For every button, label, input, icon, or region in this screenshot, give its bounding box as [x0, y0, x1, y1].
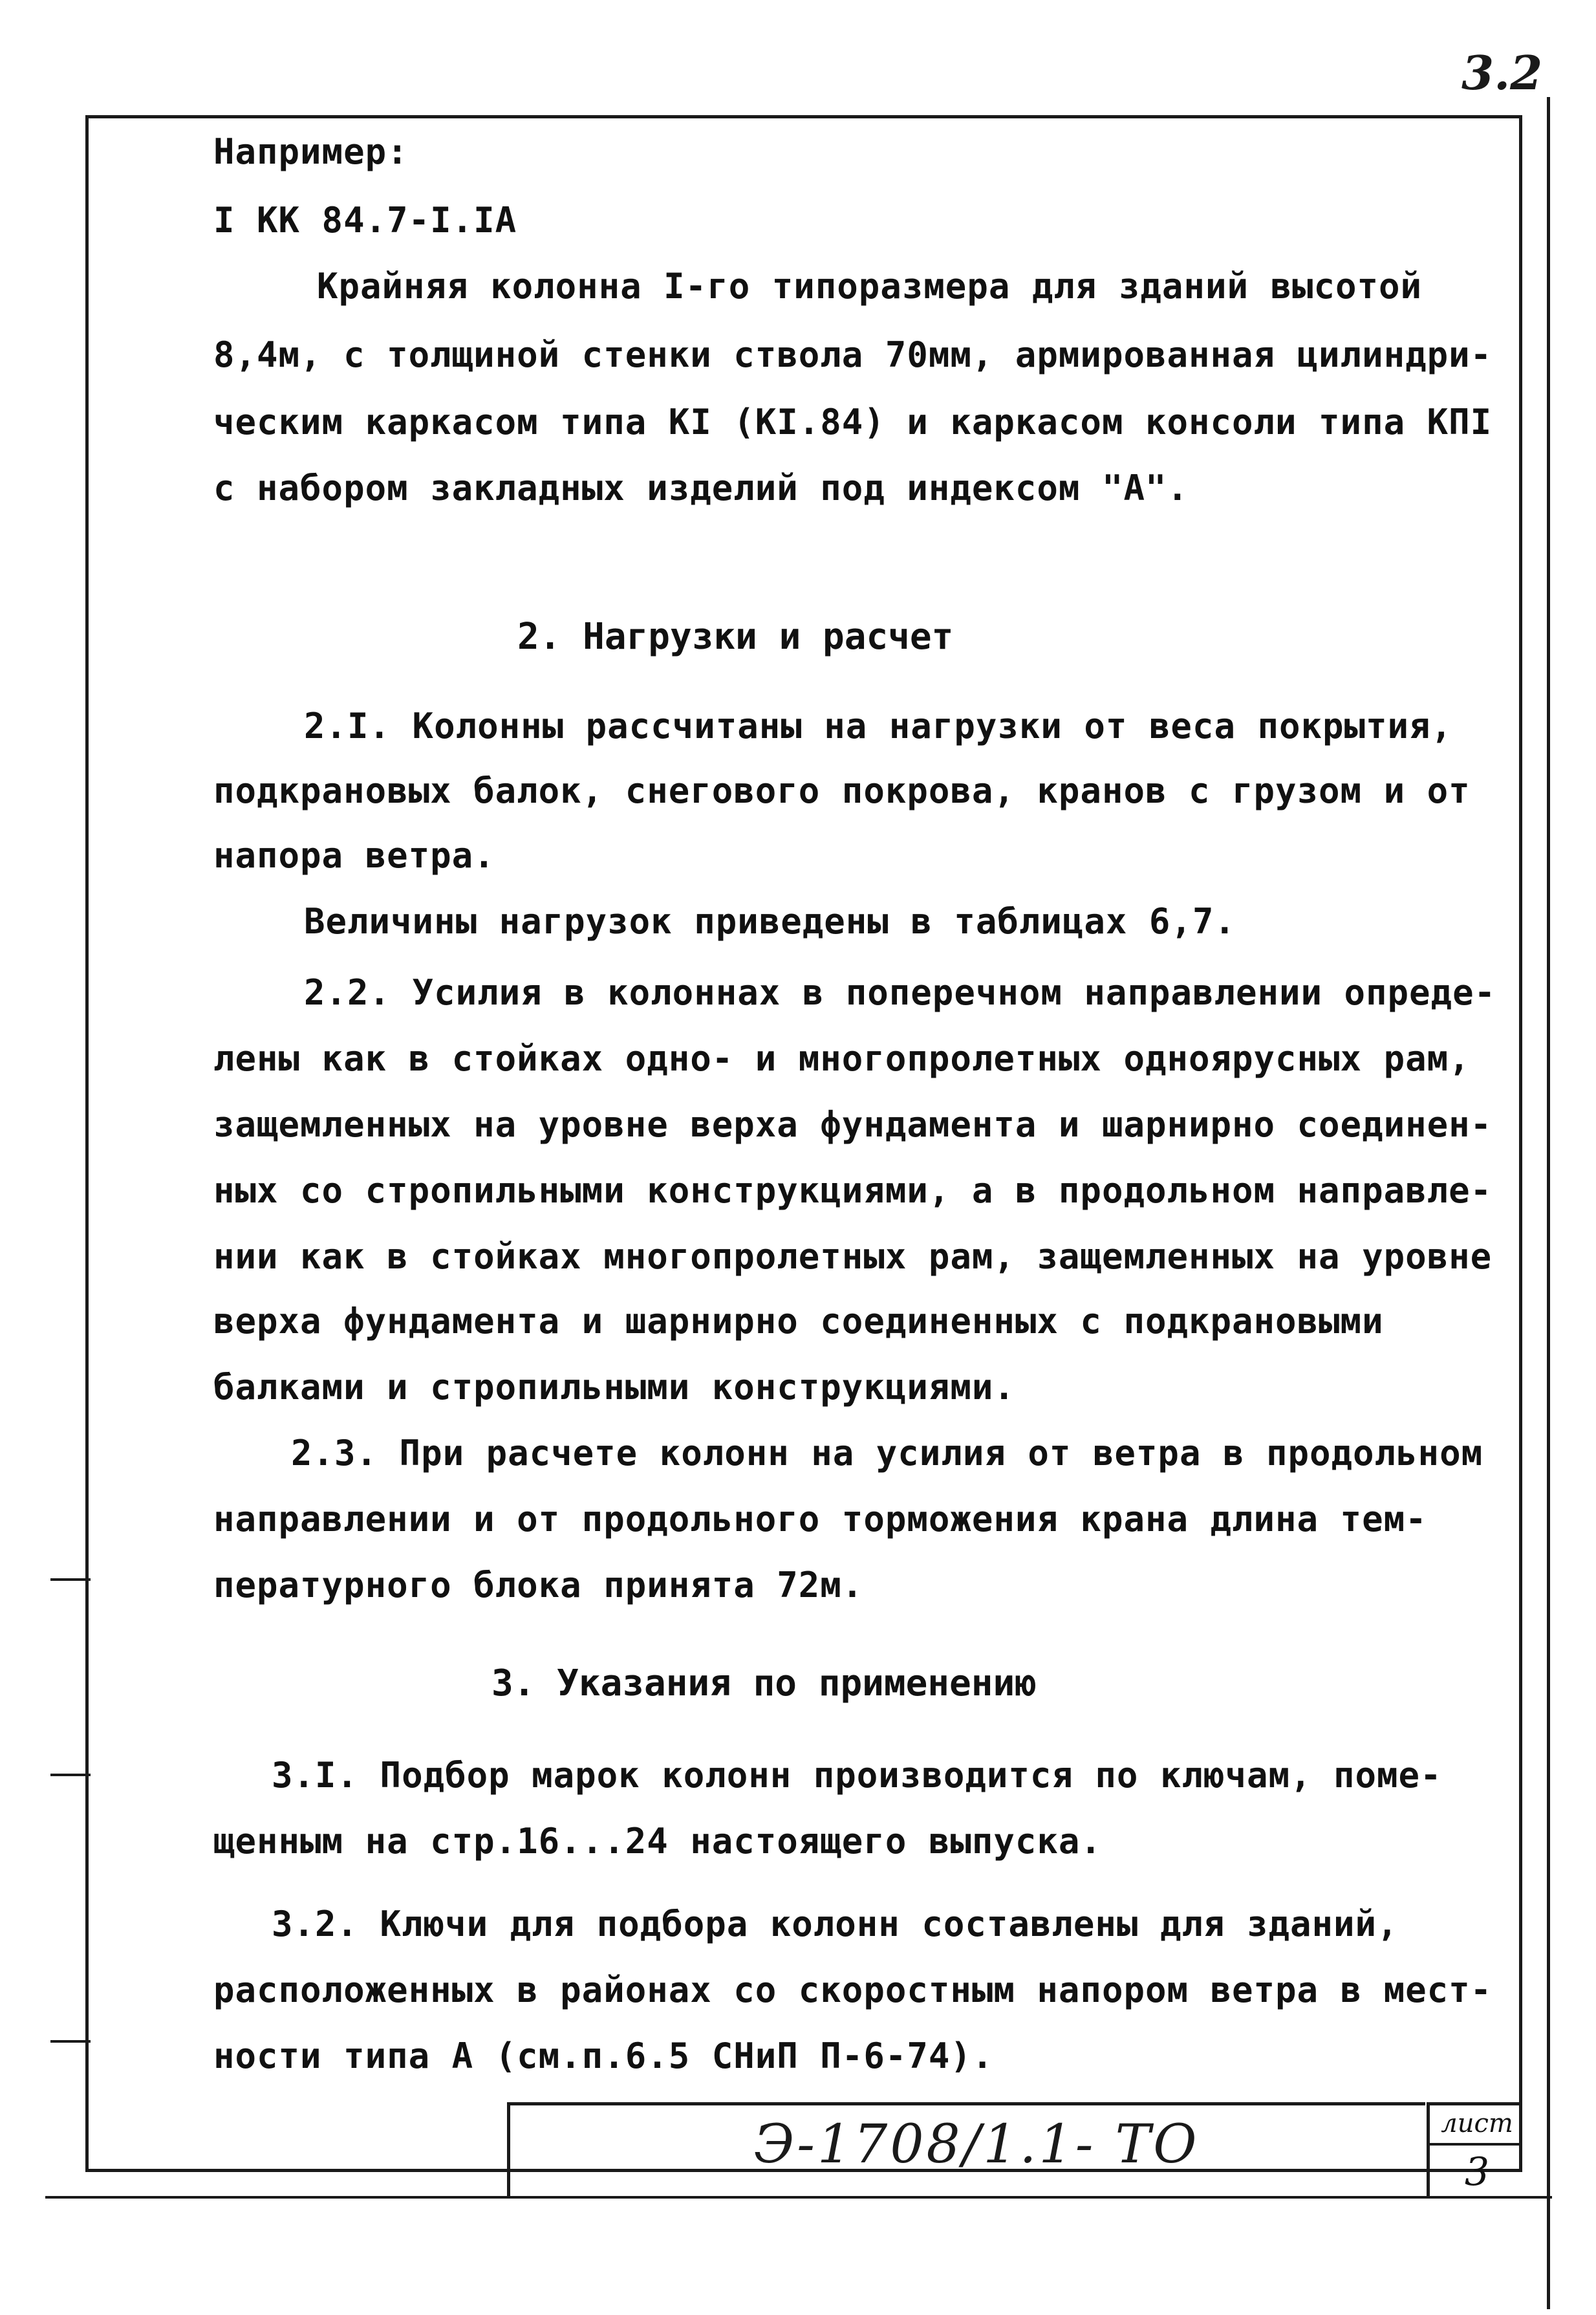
frame-right-rule — [1547, 97, 1550, 2309]
example-desc-line: ческим каркасом типа КI (КI.84) и каркасом консоли типа КПI — [213, 402, 1493, 442]
sheet-divider — [1430, 2143, 1522, 2146]
paragraph-line: расположенных в районах со скоростным напором ветра в мест- — [213, 1970, 1493, 2010]
paragraph-line: балками и стропильными конструкциями. — [213, 1367, 1015, 1407]
section-3-heading: 3. Указания по применению — [491, 1662, 1037, 1704]
document-code: Э-1708/1.1- ТО — [753, 2113, 1200, 2175]
paragraph-line: Величины нагрузок приведены в таблицах 6,7. — [304, 901, 1236, 942]
binding-tick — [50, 1578, 91, 1581]
paragraph-line: пературного блока принята 72м. — [213, 1565, 864, 1605]
page-corner-mark: 3.2 — [1461, 45, 1543, 100]
sheet-number-cell — [1427, 2102, 1522, 2198]
paragraph-line: подкрановых балок, снегового покрова, кранов с грузом и от — [213, 770, 1471, 811]
sheet-number: 3 — [1464, 2149, 1490, 2195]
paragraph-line: ных со стропильными конструкциями, а в продольном направле- — [213, 1170, 1493, 1211]
paragraph-line: 3.I. Подбор марок колонн производится по ключам, поме- — [272, 1755, 1442, 1796]
paragraph-line: 2.I. Колонны рассчитаны на нагрузки от веса покрытия, — [304, 706, 1453, 746]
example-desc-line: с набором закладных изделий под индексом "А". — [213, 468, 1189, 508]
section-2-heading: 2. Нагрузки и расчет — [517, 616, 954, 658]
binding-tick — [50, 2040, 91, 2043]
paragraph-line: напора ветра. — [213, 835, 495, 876]
example-desc-line: Крайняя колонна I-го типоразмера для зданий высотой — [317, 266, 1423, 307]
binding-tick — [50, 1774, 91, 1776]
paragraph-line: 2.2. Усилия в колоннах в поперечном направлении опреде- — [304, 972, 1496, 1013]
paragraph-line: направлении и от продольного торможения крана длина тем- — [213, 1499, 1427, 1539]
paragraph-line: нии как в стойках многопролетных рам, защемленных на уровне — [213, 1236, 1493, 1277]
paragraph-line: ности типа А (см.п.6.5 СНиП П-6-74). — [213, 2036, 994, 2076]
example-code: I КК 84.7-I.IA — [213, 200, 517, 241]
paragraph-line: лены как в стойках одно- и многопролетных одноярусных рам, — [213, 1038, 1471, 1079]
paragraph-line: 2.3. При расчете колонн на усилия от ветра в продольном — [291, 1433, 1483, 1473]
example-desc-line: 8,4м, с толщиной стенки ствола 70мм, армированная цилиндри- — [213, 334, 1493, 375]
example-label: Например: — [213, 131, 409, 172]
paragraph-line: щенным на стр.16...24 настоящего выпуска. — [213, 1821, 1102, 1862]
paragraph-line: верха фундамента и шарнирно соединенных с подкрановыми — [213, 1301, 1384, 1342]
paragraph-line: защемленных на уровне верха фундамента и шарнирно соединен- — [213, 1104, 1493, 1145]
sheet-label: лист — [1441, 2109, 1513, 2138]
paragraph-line: 3.2. Ключи для подбора колонн составлены для зданий, — [272, 1904, 1399, 1944]
